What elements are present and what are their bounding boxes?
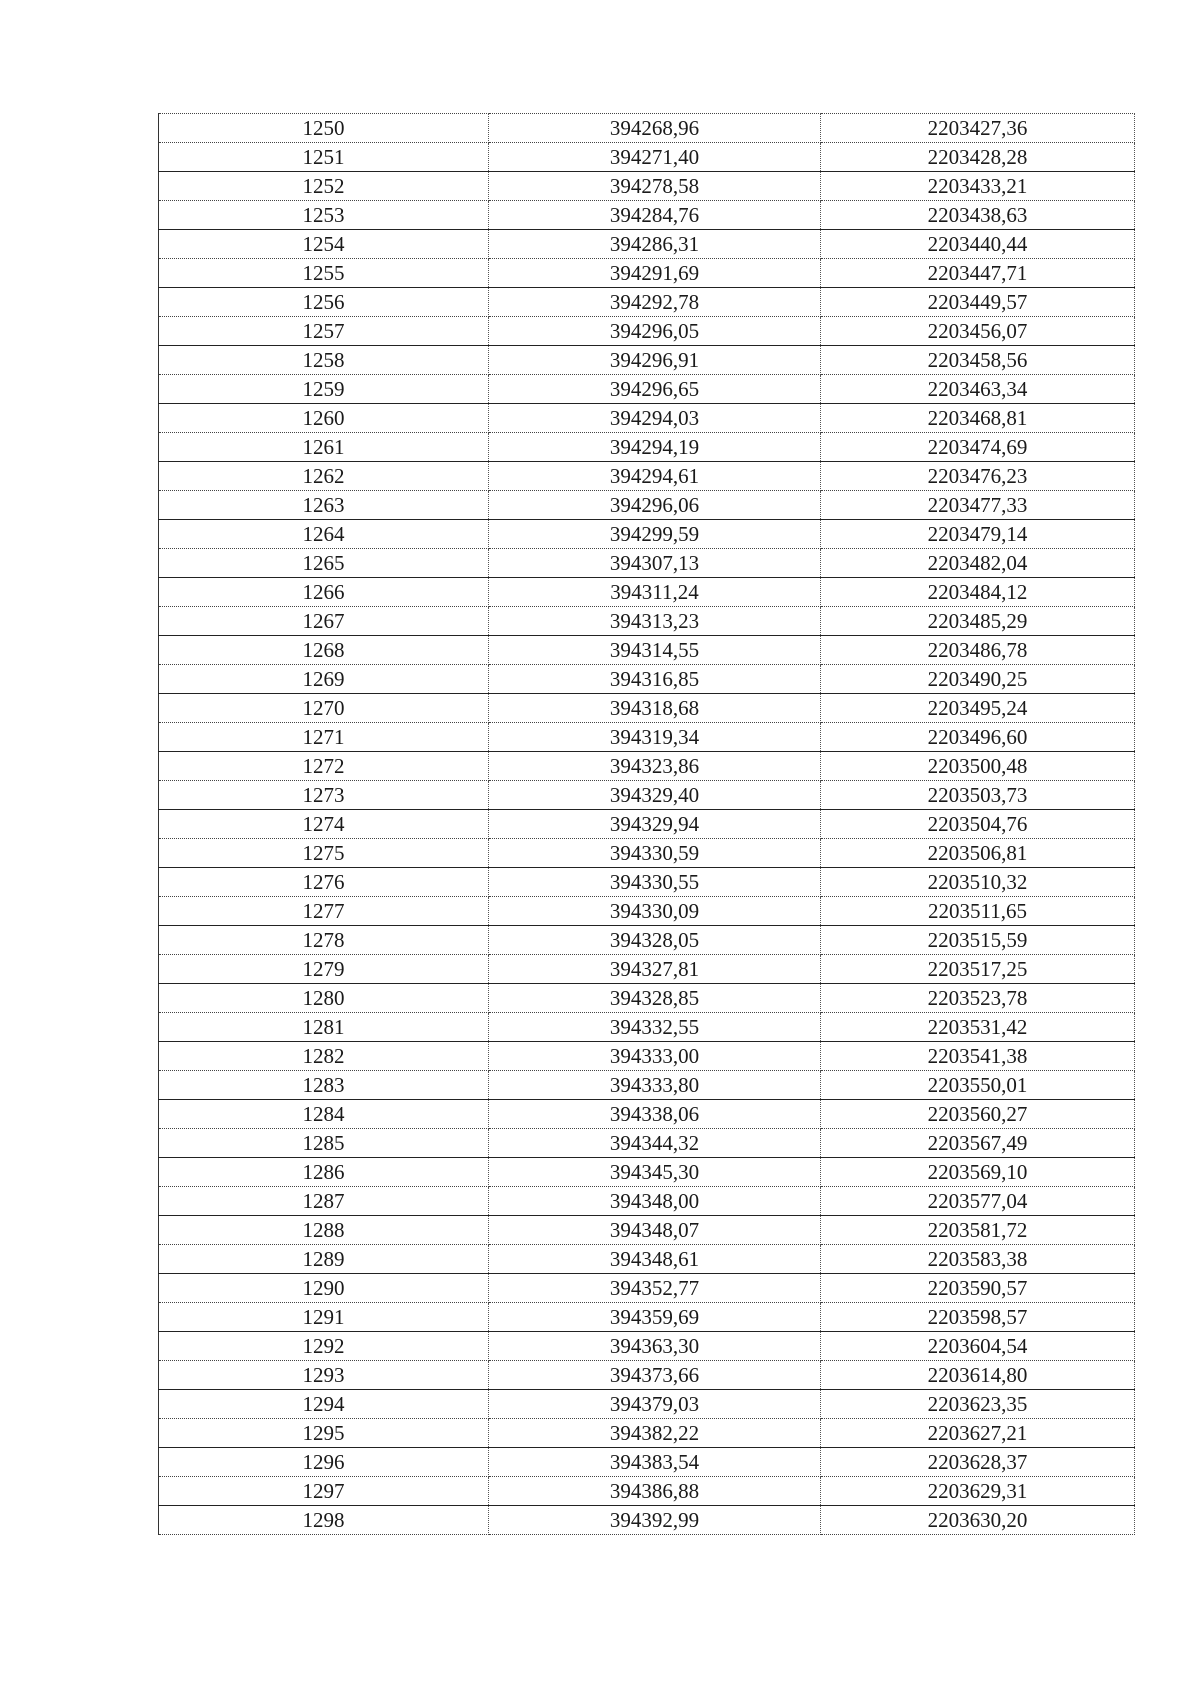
y-coordinate-cell: 2203541,38: [821, 1042, 1135, 1071]
y-coordinate-cell: 2203463,34: [821, 375, 1135, 404]
point-number-cell: 1273: [159, 781, 489, 810]
table-row: [159, 114, 1135, 143]
point-number-cell: 1269: [159, 665, 489, 694]
x-coordinate-cell: 394348,61: [489, 1245, 821, 1274]
point-number-cell: 1262: [159, 462, 489, 491]
table-row: [159, 1129, 1135, 1158]
y-coordinate-cell: 2203490,25: [821, 665, 1135, 694]
point-number-cell: 1277: [159, 897, 489, 926]
table-row: [159, 1245, 1135, 1274]
point-number-cell: 1260: [159, 404, 489, 433]
point-number-cell: 1272: [159, 752, 489, 781]
table-row: [159, 1013, 1135, 1042]
x-coordinate-cell: 394338,06: [489, 1100, 821, 1129]
x-coordinate-cell: 394328,05: [489, 926, 821, 955]
point-number-cell: 1254: [159, 230, 489, 259]
x-coordinate-cell: 394330,59: [489, 839, 821, 868]
point-number-cell: 1290: [159, 1274, 489, 1303]
x-coordinate-cell: 394348,07: [489, 1216, 821, 1245]
y-coordinate-cell: 2203604,54: [821, 1332, 1135, 1361]
x-coordinate-cell: 394382,22: [489, 1419, 821, 1448]
y-coordinate-cell: 2203614,80: [821, 1361, 1135, 1390]
x-coordinate-cell: 394327,81: [489, 955, 821, 984]
table-row: [159, 1390, 1135, 1419]
y-coordinate-cell: 2203511,65: [821, 897, 1135, 926]
point-number-cell: 1265: [159, 549, 489, 578]
x-coordinate-cell: 394329,94: [489, 810, 821, 839]
table-row: [159, 230, 1135, 259]
table-row: [159, 897, 1135, 926]
table-row: [159, 1158, 1135, 1187]
table-row: [159, 1303, 1135, 1332]
table-row: [159, 984, 1135, 1013]
y-coordinate-cell: 2203517,25: [821, 955, 1135, 984]
x-coordinate-cell: 394296,05: [489, 317, 821, 346]
table-row: [159, 607, 1135, 636]
y-coordinate-cell: 2203577,04: [821, 1187, 1135, 1216]
table-row: [159, 404, 1135, 433]
y-coordinate-cell: 2203581,72: [821, 1216, 1135, 1245]
table-row: [159, 433, 1135, 462]
x-coordinate-cell: 394294,03: [489, 404, 821, 433]
table-row: [159, 288, 1135, 317]
table-row: [159, 1477, 1135, 1506]
x-coordinate-cell: 394313,23: [489, 607, 821, 636]
point-number-cell: 1288: [159, 1216, 489, 1245]
point-number-cell: 1289: [159, 1245, 489, 1274]
point-number-cell: 1258: [159, 346, 489, 375]
point-number-cell: 1274: [159, 810, 489, 839]
point-number-cell: 1297: [159, 1477, 489, 1506]
point-number-cell: 1287: [159, 1187, 489, 1216]
x-coordinate-cell: 394323,86: [489, 752, 821, 781]
point-number-cell: 1257: [159, 317, 489, 346]
table-row: [159, 723, 1135, 752]
y-coordinate-cell: 2203531,42: [821, 1013, 1135, 1042]
table-row: [159, 1419, 1135, 1448]
x-coordinate-cell: 394296,65: [489, 375, 821, 404]
y-coordinate-cell: 2203428,28: [821, 143, 1135, 172]
table-row: [159, 462, 1135, 491]
x-coordinate-cell: 394291,69: [489, 259, 821, 288]
x-coordinate-cell: 394333,80: [489, 1071, 821, 1100]
point-number-cell: 1279: [159, 955, 489, 984]
table-row: [159, 810, 1135, 839]
point-number-cell: 1263: [159, 491, 489, 520]
y-coordinate-cell: 2203447,71: [821, 259, 1135, 288]
table-row: [159, 1361, 1135, 1390]
point-number-cell: 1284: [159, 1100, 489, 1129]
coordinates-table-body: [159, 114, 1135, 1535]
x-coordinate-cell: 394392,99: [489, 1506, 821, 1535]
y-coordinate-cell: 2203590,57: [821, 1274, 1135, 1303]
y-coordinate-cell: 2203427,36: [821, 114, 1135, 143]
x-coordinate-cell: 394319,34: [489, 723, 821, 752]
table-row: [159, 375, 1135, 404]
y-coordinate-cell: 2203500,48: [821, 752, 1135, 781]
y-coordinate-cell: 2203560,27: [821, 1100, 1135, 1129]
y-coordinate-cell: 2203506,81: [821, 839, 1135, 868]
y-coordinate-cell: 2203449,57: [821, 288, 1135, 317]
x-coordinate-cell: 394363,30: [489, 1332, 821, 1361]
x-coordinate-cell: 394383,54: [489, 1448, 821, 1477]
x-coordinate-cell: 394268,96: [489, 114, 821, 143]
x-coordinate-cell: 394379,03: [489, 1390, 821, 1419]
point-number-cell: 1276: [159, 868, 489, 897]
table-row: [159, 868, 1135, 897]
y-coordinate-cell: 2203629,31: [821, 1477, 1135, 1506]
y-coordinate-cell: 2203510,32: [821, 868, 1135, 897]
table-row: [159, 781, 1135, 810]
point-number-cell: 1266: [159, 578, 489, 607]
x-coordinate-cell: 394307,13: [489, 549, 821, 578]
x-coordinate-cell: 394373,66: [489, 1361, 821, 1390]
point-number-cell: 1281: [159, 1013, 489, 1042]
x-coordinate-cell: 394359,69: [489, 1303, 821, 1332]
table-row: [159, 172, 1135, 201]
table-row: [159, 665, 1135, 694]
x-coordinate-cell: 394294,61: [489, 462, 821, 491]
table-row: [159, 259, 1135, 288]
point-number-cell: 1295: [159, 1419, 489, 1448]
point-number-cell: 1264: [159, 520, 489, 549]
point-number-cell: 1252: [159, 172, 489, 201]
point-number-cell: 1253: [159, 201, 489, 230]
point-number-cell: 1282: [159, 1042, 489, 1071]
y-coordinate-cell: 2203474,69: [821, 433, 1135, 462]
y-coordinate-cell: 2203485,29: [821, 607, 1135, 636]
y-coordinate-cell: 2203486,78: [821, 636, 1135, 665]
y-coordinate-cell: 2203598,57: [821, 1303, 1135, 1332]
y-coordinate-cell: 2203623,35: [821, 1390, 1135, 1419]
table-row: [159, 1448, 1135, 1477]
x-coordinate-cell: 394296,06: [489, 491, 821, 520]
x-coordinate-cell: 394296,91: [489, 346, 821, 375]
y-coordinate-cell: 2203567,49: [821, 1129, 1135, 1158]
table-row: [159, 1071, 1135, 1100]
x-coordinate-cell: 394292,78: [489, 288, 821, 317]
y-coordinate-cell: 2203438,63: [821, 201, 1135, 230]
x-coordinate-cell: 394333,00: [489, 1042, 821, 1071]
y-coordinate-cell: 2203496,60: [821, 723, 1135, 752]
coordinates-table: [158, 113, 1135, 1535]
table-row: [159, 201, 1135, 230]
table-row: [159, 839, 1135, 868]
point-number-cell: 1285: [159, 1129, 489, 1158]
point-number-cell: 1298: [159, 1506, 489, 1535]
point-number-cell: 1292: [159, 1332, 489, 1361]
y-coordinate-cell: 2203484,12: [821, 578, 1135, 607]
table-row: [159, 1216, 1135, 1245]
point-number-cell: 1251: [159, 143, 489, 172]
x-coordinate-cell: 394344,32: [489, 1129, 821, 1158]
y-coordinate-cell: 2203504,76: [821, 810, 1135, 839]
table-row: [159, 491, 1135, 520]
table-row: [159, 955, 1135, 984]
y-coordinate-cell: 2203583,38: [821, 1245, 1135, 1274]
point-number-cell: 1261: [159, 433, 489, 462]
point-number-cell: 1267: [159, 607, 489, 636]
x-coordinate-cell: 394286,31: [489, 230, 821, 259]
y-coordinate-cell: 2203628,37: [821, 1448, 1135, 1477]
point-number-cell: 1291: [159, 1303, 489, 1332]
y-coordinate-cell: 2203503,73: [821, 781, 1135, 810]
point-number-cell: 1283: [159, 1071, 489, 1100]
table-row: [159, 926, 1135, 955]
x-coordinate-cell: 394332,55: [489, 1013, 821, 1042]
x-coordinate-cell: 394328,85: [489, 984, 821, 1013]
y-coordinate-cell: 2203433,21: [821, 172, 1135, 201]
y-coordinate-cell: 2203523,78: [821, 984, 1135, 1013]
point-number-cell: 1256: [159, 288, 489, 317]
point-number-cell: 1275: [159, 839, 489, 868]
y-coordinate-cell: 2203515,59: [821, 926, 1135, 955]
table-row: [159, 317, 1135, 346]
y-coordinate-cell: 2203458,56: [821, 346, 1135, 375]
point-number-cell: 1296: [159, 1448, 489, 1477]
x-coordinate-cell: 394345,30: [489, 1158, 821, 1187]
x-coordinate-cell: 394318,68: [489, 694, 821, 723]
table-row: [159, 636, 1135, 665]
y-coordinate-cell: 2203456,07: [821, 317, 1135, 346]
point-number-cell: 1294: [159, 1390, 489, 1419]
point-number-cell: 1286: [159, 1158, 489, 1187]
point-number-cell: 1255: [159, 259, 489, 288]
table-row: [159, 1274, 1135, 1303]
x-coordinate-cell: 394314,55: [489, 636, 821, 665]
x-coordinate-cell: 394311,24: [489, 578, 821, 607]
y-coordinate-cell: 2203550,01: [821, 1071, 1135, 1100]
x-coordinate-cell: 394330,55: [489, 868, 821, 897]
y-coordinate-cell: 2203630,20: [821, 1506, 1135, 1535]
x-coordinate-cell: 394278,58: [489, 172, 821, 201]
table-row: [159, 346, 1135, 375]
y-coordinate-cell: 2203440,44: [821, 230, 1135, 259]
x-coordinate-cell: 394329,40: [489, 781, 821, 810]
table-row: [159, 1042, 1135, 1071]
y-coordinate-cell: 2203627,21: [821, 1419, 1135, 1448]
table-row: [159, 694, 1135, 723]
x-coordinate-cell: 394330,09: [489, 897, 821, 926]
table-row: [159, 578, 1135, 607]
y-coordinate-cell: 2203482,04: [821, 549, 1135, 578]
table-row: [159, 1100, 1135, 1129]
point-number-cell: 1268: [159, 636, 489, 665]
point-number-cell: 1278: [159, 926, 489, 955]
point-number-cell: 1280: [159, 984, 489, 1013]
point-number-cell: 1293: [159, 1361, 489, 1390]
table-row: [159, 1332, 1135, 1361]
point-number-cell: 1270: [159, 694, 489, 723]
y-coordinate-cell: 2203479,14: [821, 520, 1135, 549]
y-coordinate-cell: 2203468,81: [821, 404, 1135, 433]
table-row: [159, 549, 1135, 578]
point-number-cell: 1271: [159, 723, 489, 752]
x-coordinate-cell: 394386,88: [489, 1477, 821, 1506]
x-coordinate-cell: 394294,19: [489, 433, 821, 462]
table-row: [159, 752, 1135, 781]
x-coordinate-cell: 394284,76: [489, 201, 821, 230]
point-number-cell: 1259: [159, 375, 489, 404]
table-row: [159, 1187, 1135, 1216]
x-coordinate-cell: 394271,40: [489, 143, 821, 172]
point-number-cell: 1250: [159, 114, 489, 143]
x-coordinate-cell: 394352,77: [489, 1274, 821, 1303]
table-row: [159, 520, 1135, 549]
y-coordinate-cell: 2203477,33: [821, 491, 1135, 520]
y-coordinate-cell: 2203569,10: [821, 1158, 1135, 1187]
y-coordinate-cell: 2203476,23: [821, 462, 1135, 491]
x-coordinate-cell: 394348,00: [489, 1187, 821, 1216]
x-coordinate-cell: 394316,85: [489, 665, 821, 694]
table-row: [159, 143, 1135, 172]
x-coordinate-cell: 394299,59: [489, 520, 821, 549]
y-coordinate-cell: 2203495,24: [821, 694, 1135, 723]
table-row: [159, 1506, 1135, 1535]
